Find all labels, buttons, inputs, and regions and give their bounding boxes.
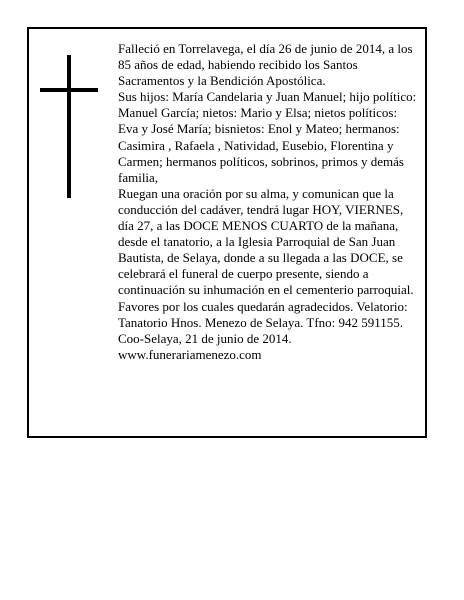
notice-text — [118, 41, 418, 363]
cross-icon — [40, 55, 100, 200]
place-date-line: Coo-Selaya, 21 de junio de 2014. — [118, 330, 292, 346]
death-announcement: Falleció en Torrelavega, el día 26 de junio de 2014, a los 85 años de edad, habiendo recibido los Santos Sacramentos y la Bendición Apostólica. — [118, 41, 413, 89]
cross-horizontal-bar — [40, 88, 98, 92]
family-list: Sus hijos: María Candelaria y Juan Manuel; hijo político: Manuel García; nietos: Mario y Elsa; nietos políticos: Eva y José María; bisnietos: Enol y Mateo; hermanos: Casimira , Rafaela , Natividad, Eusebio, Florentina y Carmen; hermanos políticos, sobrinos, primos y demás familia, — [118, 89, 417, 185]
obituary-notice — [27, 27, 427, 438]
cross-vertical-bar — [67, 55, 71, 198]
funeral-details: Ruegan una oración por su alma, y comunican que la conducción del cadáver, tendrá lugar HOY, VIERNES, día 27, a las DOCE MENOS CUARTO de la mañana, desde el tanatorio, a la Iglesia Parroquial de San Juan Bautista, de Selaya, donde a su llegada a las DOCE, se celebrará el funeral de cuerpo presente, siendo a continuación su inhumación en el cementerio parroquial. Favores por los cuales quedarán agradecidos. Velatorio: Tanatorio Hnos. Menezo de Selaya. Tfno: 942 591155. — [118, 185, 414, 330]
website-text: www.funerariamenezo.com — [118, 346, 262, 362]
